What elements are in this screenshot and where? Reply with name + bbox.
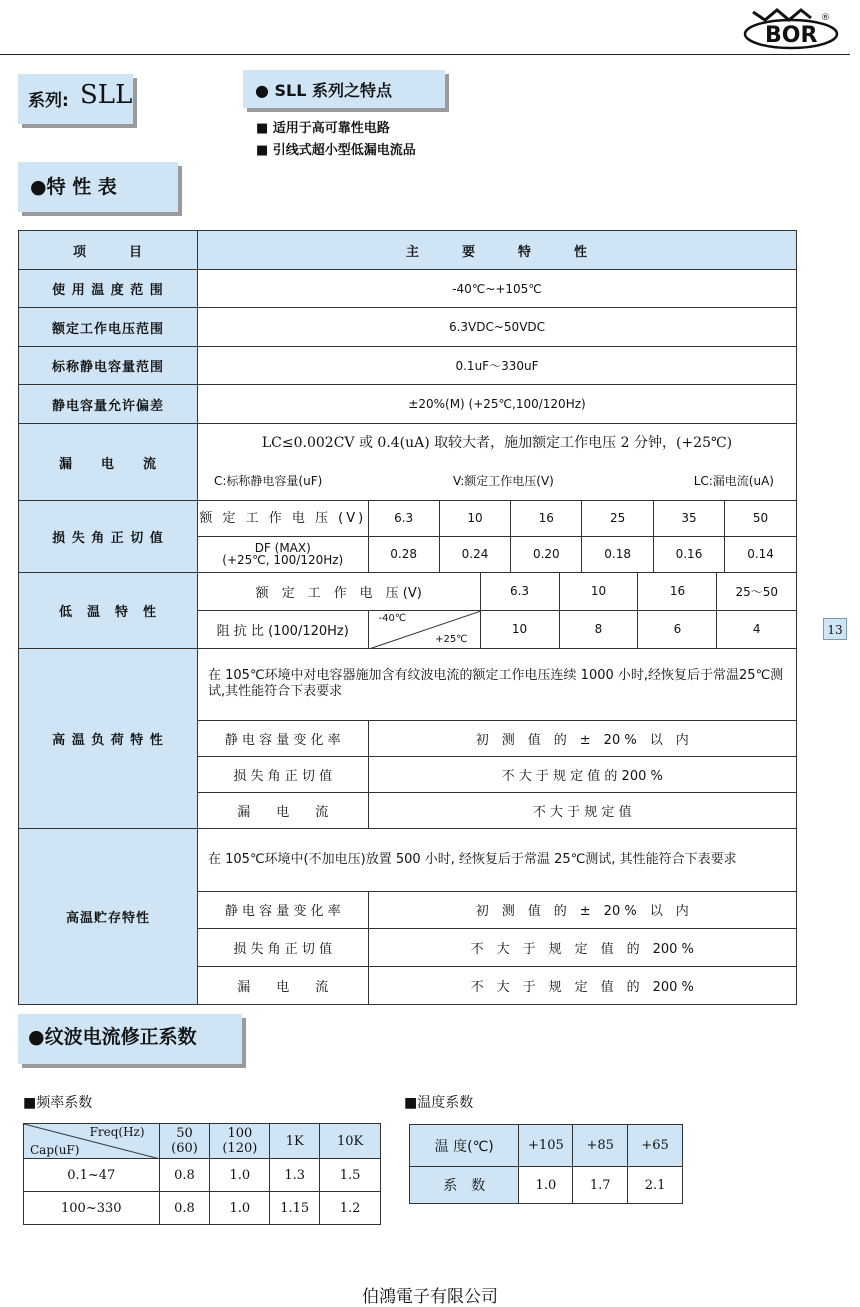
freq-table-title: ■频率系数	[23, 1095, 93, 1111]
load-item-name: 漏 电 流	[198, 792, 368, 828]
spec-row-value: 0.1uF～330uF	[198, 347, 797, 385]
feature-item-2: ■ 引线式超小型低漏电流品	[256, 143, 416, 158]
coef-value: 1.0	[519, 1167, 573, 1204]
temp-value: +105	[519, 1125, 573, 1167]
coef-value: 1.7	[573, 1167, 628, 1204]
company-footer: 伯鴻電子有限公司	[362, 1287, 498, 1307]
tan-df-condition: (+25℃, 100/120Hz)	[222, 553, 344, 568]
load-item-value: 不 大 于 规 定 值	[532, 804, 632, 820]
freq-header: 1K	[270, 1124, 320, 1159]
features-title: ● SLL 系列之特点	[255, 81, 393, 100]
spec-row-leakage	[19, 424, 797, 501]
leakage-cell	[198, 424, 797, 501]
coef-row	[410, 1167, 683, 1204]
load-item-row	[198, 792, 796, 828]
tan-df-label-cell	[198, 536, 368, 572]
spec-row-voltage-range	[19, 308, 797, 347]
shelf-subtable	[198, 829, 796, 1004]
freq-header-main: 50	[176, 1126, 193, 1141]
shelf-item-row	[198, 966, 796, 1004]
bor-logo	[743, 6, 839, 50]
spec-row-value: ±20%(M) (+25℃,100/120Hz)	[198, 385, 797, 424]
features-title-box	[243, 70, 445, 108]
temp-value: +85	[573, 1125, 628, 1167]
leakage-formula: LC≤0.002CV 或 0.4(uA) 取较大者，施加额定工作电压 2 分钟，(+25℃)	[261, 435, 733, 451]
page-number: 13	[823, 618, 847, 640]
tan-voltage: 50	[725, 501, 796, 536]
load-item-name: 损 失 角 正 切 值	[198, 756, 368, 792]
freq-header	[210, 1124, 270, 1159]
freq-cap: 0.1~47	[24, 1159, 160, 1192]
shelf-item-row	[198, 891, 796, 928]
freq-row	[24, 1159, 381, 1192]
spec-header-row	[19, 231, 797, 270]
lowtemp-voltage-row	[198, 573, 796, 610]
freq-value: 1.15	[270, 1192, 320, 1225]
leakage-label: 漏 电 流	[19, 424, 198, 501]
shelf-description: 在 105℃环境中(不加电压)放置 500 小时, 经恢复后于常温 25℃测试, 其性能符合下表要求	[198, 829, 796, 891]
tan-df-value: 0.20	[511, 536, 582, 572]
load-desc-row	[198, 649, 796, 720]
temp-table-title: ■温度系数	[404, 1095, 474, 1111]
lowtemp-t-ref: +25℃	[435, 634, 468, 645]
tan-df-row	[198, 536, 796, 572]
shelf-item-value: 初 测 值 的 ± 20 % 以 内	[368, 891, 796, 928]
tan-df-label: DF (MAX)	[254, 541, 311, 556]
tan-label: 损 失 角 正 切 值	[19, 501, 198, 573]
freq-corner-top: Freq(Hz)	[89, 1125, 145, 1139]
load-description: 在 105℃环境中对电容器施加含有纹波电流的额定工作电压连续 1000 小时,经恢复后于常温25℃测试,其性能符合下表要求	[198, 649, 796, 720]
lowtemp-subtable	[198, 573, 796, 648]
lowtemp-voltage: 25～50	[717, 573, 796, 610]
freq-table	[23, 1123, 381, 1225]
coef-label: 系 数	[410, 1167, 519, 1204]
header-rule	[0, 54, 850, 55]
tan-voltage: 25	[582, 501, 653, 536]
freq-corner-cell	[24, 1124, 160, 1159]
freq-header-row	[24, 1124, 381, 1159]
shelf-item-value: 不 大 于 规 定 值 的 200 %	[368, 928, 796, 966]
spec-title: ●特 性 表	[30, 176, 117, 198]
freq-header-sub: (60)	[171, 1141, 198, 1156]
lowtemp-label: 低 温 特 性	[19, 573, 198, 649]
spec-row-label: 标称静电容量范围	[19, 347, 198, 385]
logo-text: BOR	[765, 23, 818, 48]
shelf-cell	[198, 829, 797, 1005]
tan-voltage: 6.3	[368, 501, 439, 536]
lowtemp-ratio: 8	[559, 610, 638, 648]
shelf-item-row	[198, 928, 796, 966]
tan-subtable	[198, 501, 796, 572]
freq-value: 1.3	[270, 1159, 320, 1192]
spec-row-temp-range	[19, 270, 797, 308]
tan-voltage: 16	[511, 501, 582, 536]
lowtemp-diagonal-cell	[368, 610, 480, 648]
shelf-item-name: 静 电 容 量 变 化 率	[198, 891, 368, 928]
series-box	[18, 74, 133, 124]
coef-value: 2.1	[628, 1167, 683, 1204]
shelf-item-value: 不 大 于 规 定 值 的 200 %	[470, 979, 694, 995]
spec-row-shelf-life	[19, 829, 797, 1005]
freq-header-main: 100	[227, 1126, 253, 1141]
tan-voltage-row	[198, 501, 796, 536]
spec-header-item: 项 目	[19, 231, 198, 270]
ripple-title: ●纹波电流修正系数	[28, 1026, 197, 1048]
leakage-v-note: V:额定工作电压(V)	[453, 474, 554, 488]
registered-mark: ®	[821, 13, 830, 23]
shelf-desc-row	[198, 829, 796, 891]
series-name: SLL	[80, 80, 133, 110]
load-item-row	[198, 720, 796, 756]
lowtemp-ratio-row	[198, 610, 796, 648]
temp-value: +65	[628, 1125, 683, 1167]
load-label: 高 温 负 荷 特 性	[19, 649, 198, 829]
freq-value: 1.0	[210, 1192, 270, 1225]
load-subtable	[198, 649, 796, 828]
feature-item-1: ■ 适用于高可靠性电路	[256, 121, 390, 136]
load-item-row	[198, 756, 796, 792]
lowtemp-voltage: 10	[559, 573, 638, 610]
spec-row-load-life	[19, 649, 797, 829]
spec-row-low-temp	[19, 573, 797, 649]
temp-label: 温 度(℃)	[410, 1125, 519, 1167]
shelf-item-name: 损 失 角 正 切 值	[198, 928, 368, 966]
freq-header-sub: (120)	[222, 1141, 258, 1156]
spec-header-main: 主 要 特 性	[198, 231, 797, 270]
spec-row-tolerance	[19, 385, 797, 424]
freq-value: 0.8	[159, 1159, 210, 1192]
spec-row-value: -40℃~+105℃	[198, 270, 797, 308]
spec-row-value: 6.3VDC~50VDC	[198, 308, 797, 347]
lowtemp-voltage-label: 额 定 工 作 电 压 (V)	[198, 573, 480, 610]
load-item-name: 静 电 容 量 变 化 率	[198, 720, 368, 756]
tan-cell	[198, 501, 797, 573]
freq-corner-bottom: Cap(uF)	[30, 1143, 80, 1157]
series-label: 系列:	[28, 91, 69, 111]
temp-row	[410, 1125, 683, 1167]
tan-df-value: 0.14	[747, 547, 774, 562]
lowtemp-ratio: 10	[480, 610, 559, 648]
spec-title-box	[18, 162, 178, 212]
lowtemp-voltage: 6.3	[480, 573, 559, 610]
tan-voltage: 35	[653, 501, 724, 536]
spec-row-label: 使 用 温 度 范 围	[19, 270, 198, 308]
freq-value: 1.2	[320, 1192, 381, 1225]
lowtemp-impedance-label: 阻 抗 比 (100/120Hz)	[198, 610, 368, 648]
freq-header	[159, 1124, 210, 1159]
spec-row-label: 静电容量允许偏差	[19, 385, 198, 424]
freq-value: 1.0	[210, 1159, 270, 1192]
tan-df-value: 0.28	[368, 536, 439, 572]
load-item-value: 初 测 值 的 ± 20 % 以 内	[368, 720, 796, 756]
leakage-lc-note: LC:漏电流(uA)	[693, 474, 774, 488]
leakage-c-note: C:标称静电容量(uF)	[214, 474, 323, 488]
ripple-title-box	[18, 1014, 242, 1064]
shelf-item-name: 漏 电 流	[198, 966, 368, 1004]
lowtemp-ratio: 6	[638, 610, 717, 648]
tan-df-value: 0.18	[582, 536, 653, 572]
spec-row-label: 额定工作电压范围	[19, 308, 198, 347]
spec-row-tan-delta	[19, 501, 797, 573]
temp-table	[409, 1124, 683, 1204]
lowtemp-ratio: 4	[752, 622, 761, 637]
freq-header: 10K	[320, 1124, 381, 1159]
freq-value: 1.5	[320, 1159, 381, 1192]
load-cell	[198, 649, 797, 829]
lowtemp-cell	[198, 573, 797, 649]
freq-value: 0.8	[159, 1192, 210, 1225]
tan-voltage-label: 额 定 工 作 电 压 (V)	[198, 501, 368, 536]
lowtemp-t-low: -40℃	[378, 612, 407, 624]
spec-table	[18, 230, 797, 1005]
load-item-value: 不 大 于 规 定 值 的 200 %	[368, 756, 796, 792]
tan-voltage: 10	[439, 501, 510, 536]
freq-row	[24, 1192, 381, 1225]
tan-df-value: 0.24	[439, 536, 510, 572]
lowtemp-voltage: 16	[638, 573, 717, 610]
freq-cap: 100~330	[24, 1192, 160, 1225]
shelf-label: 高温贮存特性	[19, 829, 198, 1005]
spec-row-capacitance-range	[19, 347, 797, 385]
tan-df-value: 0.16	[653, 536, 724, 572]
